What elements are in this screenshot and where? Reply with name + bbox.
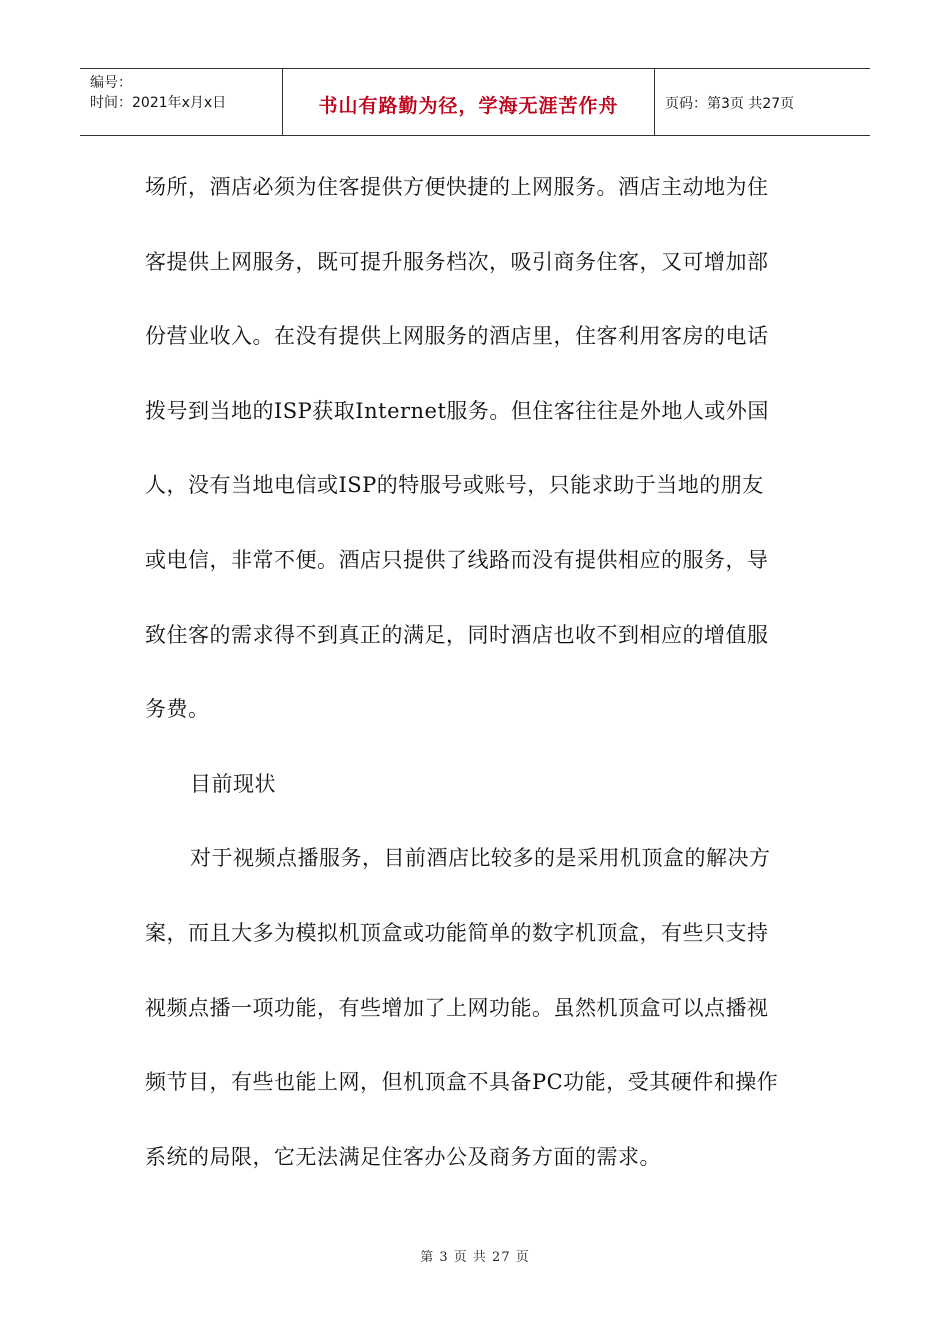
body-line: 系统的局限，它无法满足住客办公及商务方面的需求。 xyxy=(145,1144,661,1169)
document-body xyxy=(145,150,805,1194)
body-line: 客提供上网服务，既可提升服务档次，吸引商务住客，又可增加部 xyxy=(145,249,769,274)
body-line: 或电信，非常不便。酒店只提供了线路而没有提供相应的服务，导 xyxy=(145,547,769,572)
header-page-info: 页码：第3页 共27页 xyxy=(665,96,795,112)
body-line: 致住客的需求得不到真正的满足，同时酒店也收不到相应的增值服 xyxy=(145,622,769,647)
section-heading: 目前现状 xyxy=(190,771,276,796)
page-footer: 第 3 页 共 27 页 xyxy=(420,1250,530,1265)
body-line: 频节目，有些也能上网，但机顶盒不具备PC功能，受其硬件和操作 xyxy=(145,1070,779,1095)
document-number-label: 编号： xyxy=(90,75,132,91)
body-line: 拨号到当地的ISP获取Internet服务。但住客往往是外地人或外国 xyxy=(145,398,769,423)
body-line: 场所，酒店必须为住客提供方便快捷的上网服务。酒店主动地为住 xyxy=(145,175,769,199)
body-line: 份营业收入。在没有提供上网服务的酒店里，住客利用客房的电话 xyxy=(145,324,769,349)
document-time-label: 时间：2021年x月x日 xyxy=(90,95,227,111)
body-line: 对于视频点播服务，目前酒店比较多的是采用机顶盒的解决方 xyxy=(190,846,771,871)
header-motto: 书山有路勤为径，学海无涯苦作舟 xyxy=(282,69,655,135)
body-line: 视频点播一项功能，有些增加了上网功能。虽然机顶盒可以点播视 xyxy=(145,995,769,1020)
header-meta xyxy=(80,69,282,135)
page-header xyxy=(80,68,870,136)
body-line: 务费。 xyxy=(145,697,210,722)
body-line: 案，而且大多为模拟机顶盒或功能简单的数字机顶盒，有些只支持 xyxy=(145,920,769,945)
body-line: 人，没有当地电信或ISP的特服号或账号，只能求助于当地的朋友 xyxy=(145,473,764,498)
